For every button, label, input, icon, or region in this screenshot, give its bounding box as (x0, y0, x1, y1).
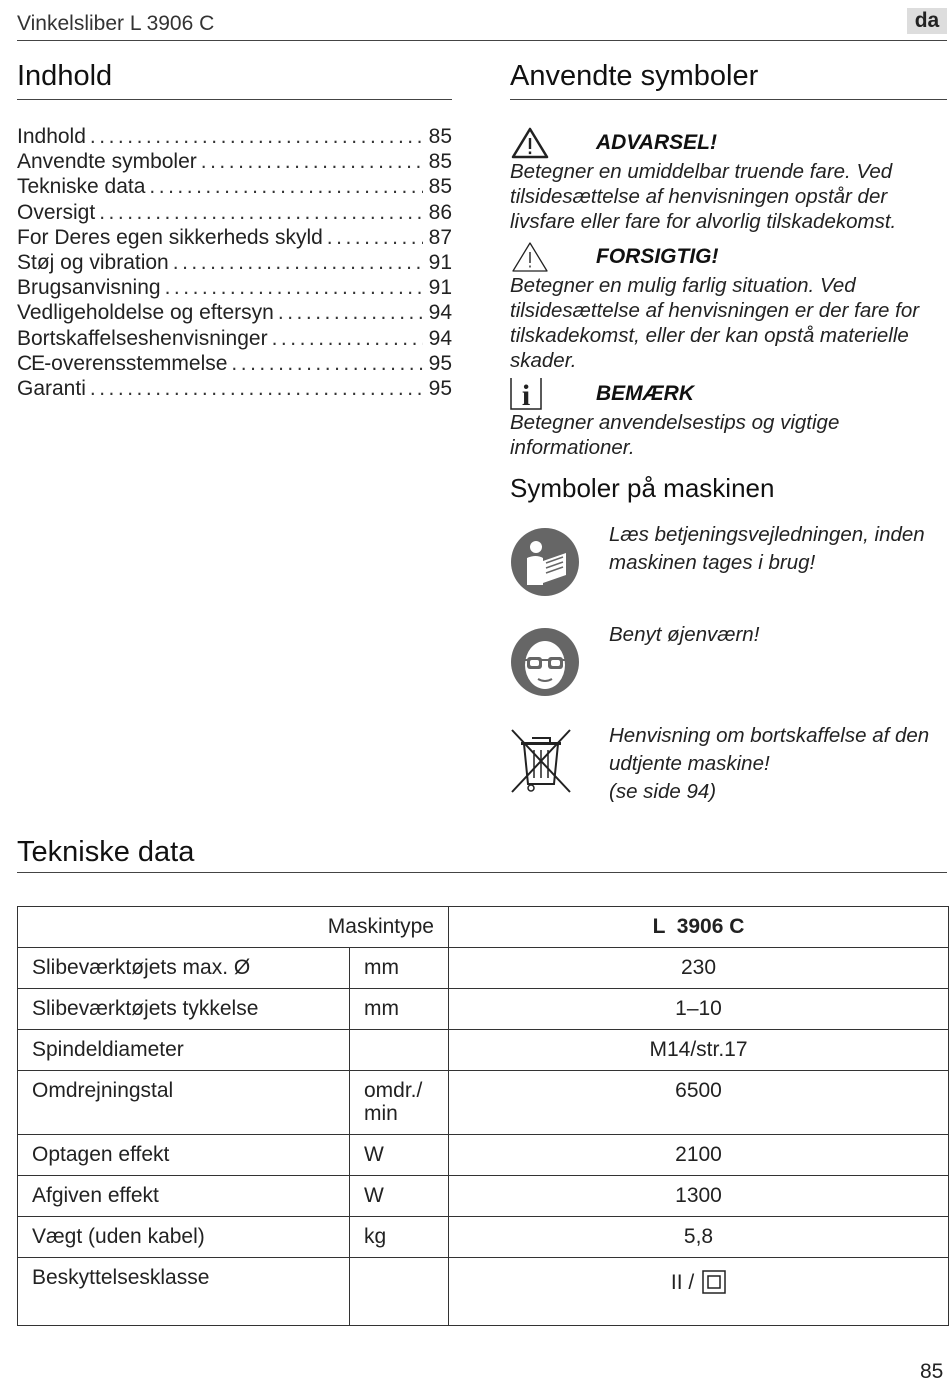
machine-symbol-row (510, 722, 947, 806)
machine-symbol-row (510, 521, 947, 597)
toc-item[interactable]: Bortskaffelseshenvisninger ..... 94 (17, 327, 452, 352)
disposal-note: (se side 94) (609, 780, 717, 803)
ce-mark-icon: CE (17, 351, 45, 375)
table-row: Vægt (uden kabel) kg 5,8 (18, 1217, 949, 1258)
toc-item[interactable]: Indhold ..... 85 (17, 125, 452, 150)
table-row: Afgiven effekt W 1300 (18, 1176, 949, 1217)
table-row: Omdrejningstal omdr./ min 6500 (18, 1071, 949, 1135)
toc-item[interactable]: Støj og vibration ..... 91 (17, 251, 452, 276)
technical-data-divider (17, 872, 947, 873)
table-row: Beskyttelsesklasse II / (18, 1258, 949, 1326)
disposal-text: Henvisning om bortskaffelse af den udtjente maskine! (se side 94) (609, 722, 947, 806)
toc-item[interactable]: Vedligeholdelse og eftersyn ..... 94 (17, 301, 452, 326)
eye-protection-icon (510, 627, 580, 697)
caution-text: Betegner en mulig farlig situation. Ved tilsidesættelse af henvisningen er der fare for tilskadekomst, eller der kan opstå materielle skader. (510, 274, 920, 372)
eye-protection-text: Benyt øjenværn! (609, 623, 760, 646)
crossed-bin-icon (510, 726, 572, 796)
technical-data-heading: Tekniske data (17, 836, 195, 868)
toc-item[interactable]: CE-overensstemmelse ..... 95 (17, 352, 452, 377)
machine-symbols-heading: Symboler på maskinen (510, 473, 775, 503)
machine-symbol-row (510, 621, 947, 697)
caution-triangle-icon (510, 241, 550, 273)
info-icon (510, 378, 550, 410)
machine-type-label: Maskintype (18, 907, 449, 948)
symbols-divider (510, 99, 947, 100)
page-number: 85 (920, 1360, 944, 1383)
document-header-title: Vinkelsliber L 3906 C (17, 12, 215, 35)
protection-class-value: II / (670, 1271, 695, 1294)
warning-text: Betegner en umiddelbar truende fare. Ved tilsidesættelse af henvisningen opstår der livsfare eller fare for alvorlig tilskadekomst. (510, 160, 897, 233)
toc-item[interactable]: For Deres egen sikkerheds skyld ..... 87 (17, 226, 452, 251)
table-header-row (18, 907, 949, 948)
table-row: Slibeværktøjets max. Ø mm 230 (18, 948, 949, 989)
svg-text:i: i (521, 379, 531, 410)
table-row: Optagen effekt W 2100 (18, 1135, 949, 1176)
double-insulation-icon (702, 1270, 726, 1294)
warning-title: ADVARSEL! (596, 131, 717, 154)
note-block (510, 380, 947, 460)
toc-item[interactable]: Brugsanvisning ..... 91 (17, 276, 452, 301)
table-row: Spindeldiameter M14/str.17 (18, 1030, 949, 1071)
header-divider (17, 40, 947, 41)
caution-title: FORSIGTIG! (596, 245, 719, 268)
technical-data-table (17, 906, 949, 1326)
contents-divider (17, 99, 452, 100)
model-name: L 3906 C (449, 907, 949, 948)
warning-triangle-icon (510, 127, 550, 159)
read-manual-icon (510, 527, 580, 597)
contents-heading: Indhold (17, 60, 113, 92)
toc-item[interactable]: Anvendte symboler ..... 85 (17, 150, 452, 175)
toc-item[interactable]: Oversigt ..... 86 (17, 201, 452, 226)
toc-item[interactable]: Garanti ..... 95 (17, 377, 452, 402)
note-title: BEMÆRK (596, 382, 694, 405)
table-of-contents (17, 125, 452, 402)
note-text: Betegner anvendelsestips og vigtige informationer. (510, 411, 840, 459)
warning-block (510, 129, 947, 234)
table-row: Slibeværktøjets tykkelse mm 1–10 (18, 989, 949, 1030)
caution-block (510, 243, 947, 373)
symbols-heading: Anvendte symboler (510, 60, 759, 92)
toc-item[interactable]: Tekniske data ..... 85 (17, 175, 452, 200)
read-manual-text: Læs betjeningsvejledningen, inden maskinen tages i brug! (609, 523, 925, 574)
language-badge: da (907, 8, 947, 34)
